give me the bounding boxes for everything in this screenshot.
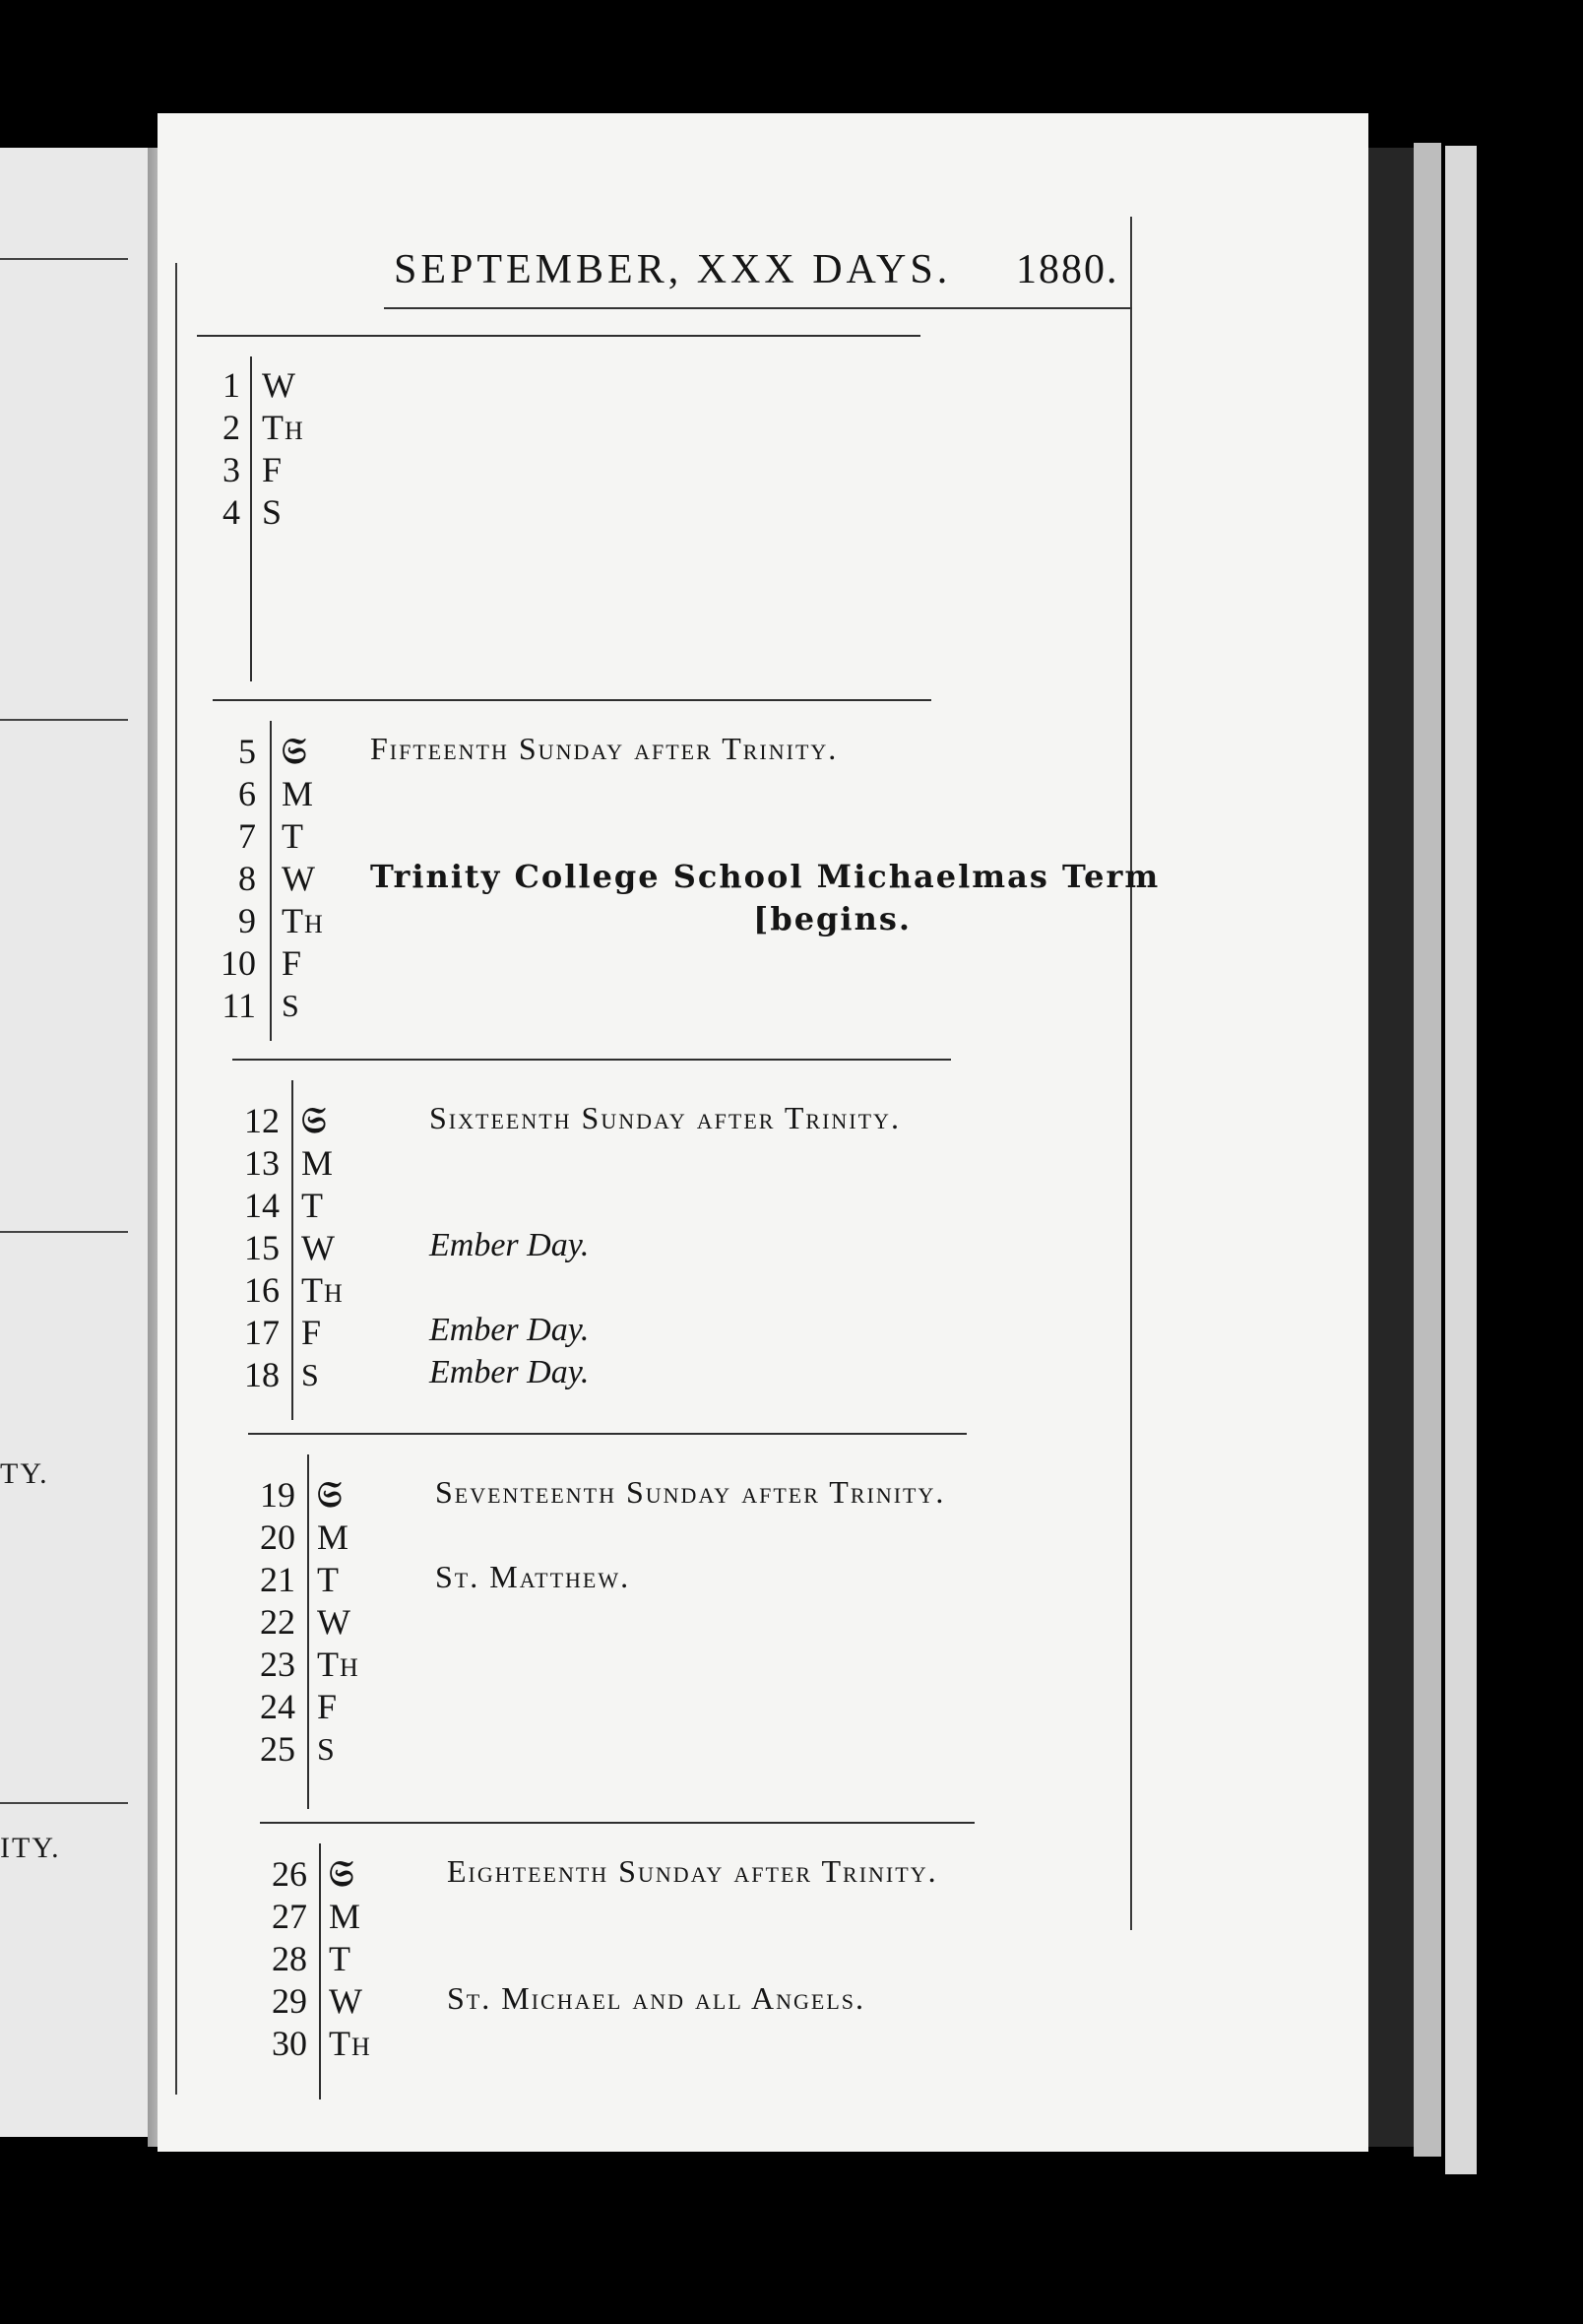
weekday-letter: W	[262, 365, 296, 405]
weekday-letter: W	[317, 1602, 351, 1642]
page-header	[158, 246, 1142, 295]
weekday-letter: F	[262, 450, 284, 489]
day-row	[213, 773, 931, 814]
day-number: 23	[260, 1645, 295, 1684]
day-row	[248, 1644, 967, 1685]
day-row	[248, 1517, 967, 1558]
weekday-letter: TH	[329, 2024, 371, 2063]
day-number: 24	[260, 1687, 295, 1726]
week-block	[232, 1059, 951, 1428]
day-row	[213, 815, 931, 857]
day-row	[232, 1185, 951, 1226]
facing-page-rule	[0, 1231, 128, 1233]
day-number: 30	[272, 2024, 307, 2063]
observance-text: Eighteenth Sunday after Trinity.	[447, 1853, 938, 1889]
observance-text: Trinity College School Michaelmas Term	[370, 858, 1161, 895]
observance-text: Ember Day.	[429, 1354, 590, 1390]
weekday-letter: S	[262, 492, 284, 532]
page-edges	[1414, 143, 1441, 2157]
day-row	[248, 1686, 967, 1727]
day-number: 10	[221, 943, 256, 983]
weekday-letter: T	[282, 816, 304, 856]
day-row	[232, 1312, 951, 1353]
week-block	[260, 1822, 975, 2107]
day-number: 9	[238, 901, 256, 940]
day-row	[260, 1896, 975, 1937]
day-number: 7	[238, 816, 256, 856]
day-number: 8	[238, 859, 256, 898]
weekday-letter: F	[317, 1687, 339, 1726]
weekday-letter: F	[282, 943, 303, 983]
day-number: 15	[244, 1228, 280, 1267]
observance-text: Seventeenth Sunday after Trinity.	[435, 1474, 946, 1510]
observance-text: Ember Day.	[429, 1312, 590, 1348]
facing-page-frame	[0, 256, 159, 2078]
day-number: 21	[260, 1560, 295, 1599]
facing-page-fragment: ITY.	[0, 1832, 61, 1864]
day-number: 27	[272, 1897, 307, 1936]
day-row	[248, 1601, 967, 1643]
weekday-letter: T	[329, 1939, 351, 1978]
day-number: 13	[244, 1143, 280, 1183]
day-row	[197, 407, 920, 448]
day-number: 19	[260, 1475, 295, 1515]
day-number: 6	[238, 774, 256, 813]
observance-text: Ember Day.	[429, 1227, 590, 1263]
week-block	[197, 335, 920, 689]
facing-page-rule	[0, 1802, 128, 1804]
observance-text: Sixteenth Sunday after Trinity.	[429, 1100, 901, 1135]
day-number: 4	[222, 492, 240, 532]
weekday-letter: M	[329, 1897, 362, 1936]
day-row	[197, 449, 920, 490]
weekday-letter: M	[317, 1517, 350, 1557]
weekday-letter: S	[317, 1731, 336, 1767]
weekday-letter: 𝔖	[329, 1853, 355, 1895]
facing-page-rule	[0, 258, 128, 260]
facing-page-rule	[0, 719, 128, 721]
day-row	[197, 364, 920, 406]
observance-text: St. Michael and all Angels.	[447, 1980, 865, 2016]
weekday-letter: TH	[301, 1270, 344, 1310]
weekday-letter: S	[282, 988, 300, 1023]
weekday-letter: W	[282, 859, 316, 898]
weekday-letter: F	[301, 1313, 323, 1352]
observance-text: Fifteenth Sunday after Trinity.	[370, 731, 839, 766]
day-number: 16	[244, 1270, 280, 1310]
weekday-letter: TH	[282, 901, 324, 940]
day-row	[232, 1227, 951, 1268]
weekday-letter: TH	[262, 408, 304, 447]
day-row	[197, 491, 920, 533]
day-number: 26	[272, 1854, 307, 1894]
day-row	[248, 1728, 967, 1770]
observance-text: [begins.	[753, 900, 912, 937]
day-number: 12	[244, 1101, 280, 1140]
day-row	[232, 1354, 951, 1395]
facing-page-fragment: TY.	[0, 1457, 49, 1490]
day-number: 20	[260, 1517, 295, 1557]
year-label: 1880.	[1016, 247, 1119, 292]
day-number: 18	[244, 1355, 280, 1394]
day-row	[260, 2023, 975, 2064]
weekday-letter: 𝔖	[282, 731, 308, 772]
month-title: SEPTEMBER, XXX DAYS.	[394, 247, 952, 292]
weekday-letter: 𝔖	[317, 1474, 344, 1516]
header-rule	[384, 307, 1132, 309]
day-number: 3	[222, 450, 240, 489]
weekday-letter: T	[301, 1186, 324, 1225]
day-number: 1	[222, 365, 240, 405]
weekday-letter: M	[282, 774, 315, 813]
page-edges	[1445, 146, 1477, 2174]
page-frame-line	[175, 263, 177, 2095]
day-row	[260, 1938, 975, 1979]
day-number: 5	[238, 732, 256, 771]
day-row	[232, 1269, 951, 1311]
weekday-letter: 𝔖	[301, 1100, 328, 1141]
observance-text: St. Matthew.	[435, 1559, 631, 1594]
week-block	[213, 699, 1161, 1049]
day-number: 28	[272, 1939, 307, 1978]
day-number: 29	[272, 1981, 307, 2021]
week-block	[248, 1433, 967, 1817]
weekday-letter: M	[301, 1143, 335, 1183]
weekday-letter: TH	[317, 1645, 359, 1684]
weekday-letter: W	[329, 1981, 363, 2021]
day-number: 11	[222, 986, 256, 1025]
weekday-letter: T	[317, 1560, 340, 1599]
weekday-letter: W	[301, 1228, 336, 1267]
almanac-page	[158, 113, 1368, 2152]
day-number: 17	[244, 1313, 280, 1352]
day-number: 2	[222, 408, 240, 447]
day-number: 25	[260, 1729, 295, 1769]
weekday-letter: S	[301, 1357, 320, 1392]
day-number: 22	[260, 1602, 295, 1642]
page-frame-line	[1130, 217, 1132, 1930]
day-row	[213, 942, 931, 984]
day-number: 14	[244, 1186, 280, 1225]
day-row	[213, 985, 931, 1026]
day-row	[232, 1142, 951, 1184]
